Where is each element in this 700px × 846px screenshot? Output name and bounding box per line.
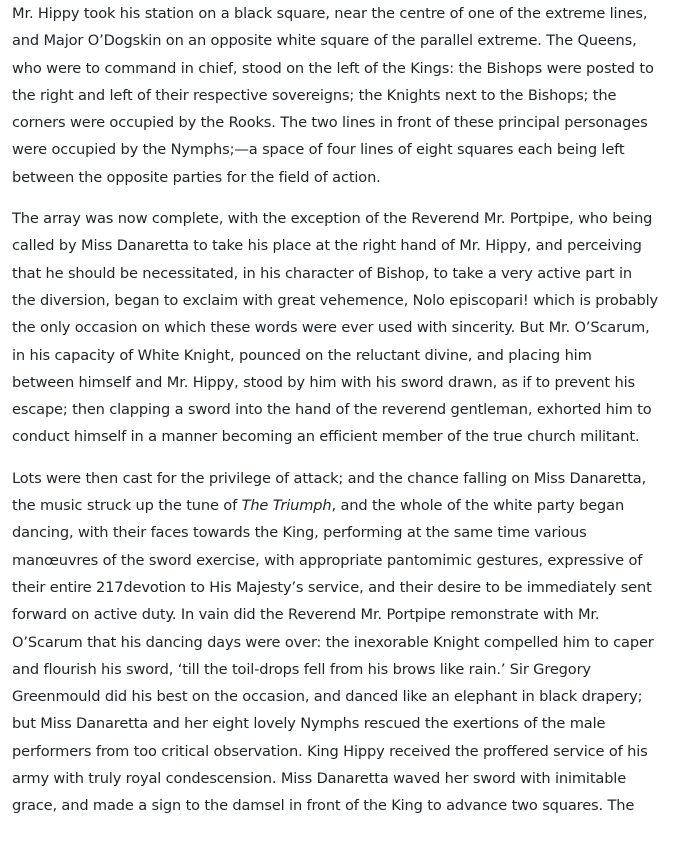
text-line: O’Scarum that his dancing days were over: the inexorable Knight compelled him to caper (12, 633, 654, 651)
text-line: that he should be necessitated, in his character of Bishop, to take a very active part in (12, 264, 633, 282)
text-line: grace, and made a sign to the damsel in front of the King to advance two squares. The (12, 797, 635, 815)
paragraph-3 (12, 465, 698, 820)
text-line: performers from too critical observation. King Hippy received the proffered service of his (12, 742, 648, 760)
text-line: between the opposite parties for the field of action. (12, 168, 381, 186)
paragraph-1 (12, 0, 698, 191)
italic-title: The Triumph (241, 497, 332, 515)
text-line: Greenmould did his best on the occasion, and danced like an elephant in black drapery; (12, 688, 643, 706)
text-line: but Miss Danaretta and her eight lovely Nymphs rescued the exertions of the male (12, 715, 606, 733)
text-line: who were to command in chief, stood on the left of the Kings: the Bishops were posted to (12, 59, 654, 77)
paragraph-spacer (12, 451, 698, 465)
text-run: , and the whole of the white party began (331, 497, 625, 515)
text-line: conduct himself in a manner becoming an efficient member of the true church militant. (12, 428, 640, 446)
text-line: and flourish his sword, ‘till the toil-drops fell from his brows like rain.’ Sir Gregory (12, 660, 591, 678)
text-line: Lots were then cast for the privilege of attack; and the chance falling on Miss Danaretta, (12, 469, 647, 487)
text-line: the only occasion on which these words were ever used with sincerity. But Mr. O’Scarum, (12, 319, 650, 337)
text-line: between himself and Mr. Hippy, stood by him with his sword drawn, as if to prevent his (12, 373, 635, 391)
text-line: called by Miss Danaretta to take his place at the right hand of Mr. Hippy, and perceiving (12, 237, 642, 255)
text-line: and Major O’Dogskin on an opposite white square of the parallel extreme. The Queens, (12, 32, 637, 50)
text-line: their entire 217devotion to His Majesty’s service, and their desire to be immediately sent (12, 578, 652, 596)
text-line: corners were occupied by the Rooks. The two lines in front of these principal personages (12, 114, 648, 132)
text-line: dancing, with their faces towards the King, performing at the same time various (12, 524, 587, 542)
text-run: the music struck up the tune of (12, 497, 242, 515)
text-line: were occupied by the Nymphs;—a space of four lines of eight squares each being left (12, 141, 625, 159)
text-line: forward on active duty. In vain did the Reverend Mr. Portpipe remonstrate with Mr. (12, 606, 600, 624)
document-page (12, 0, 698, 820)
paragraph-spacer (12, 191, 698, 205)
text-line: escape; then clapping a sword into the hand of the reverend gentleman, exhorted him to (12, 401, 652, 419)
text-line: army with truly royal condescension. Miss Danaretta waved her sword with inimitable (12, 770, 627, 788)
text-line: The array was now complete, with the exception of the Reverend Mr. Portpipe, who being (12, 210, 653, 228)
text-line: manœuvres of the sword exercise, with appropriate pantomimic gestures, expressive of (12, 551, 643, 569)
paragraph-2 (12, 205, 698, 451)
text-line (12, 492, 698, 519)
text-line: in his capacity of White Knight, pounced on the reluctant divine, and placing him (12, 346, 592, 364)
text-line: Mr. Hippy took his station on a black square, near the centre of one of the extreme lines, (12, 5, 648, 22)
text-line: the right and left of their respective sovereigns; the Knights next to the Bishops; the (12, 86, 617, 104)
text-line: the diversion, began to exclaim with great vehemence, Nolo episcopari! which is probably (12, 291, 659, 309)
